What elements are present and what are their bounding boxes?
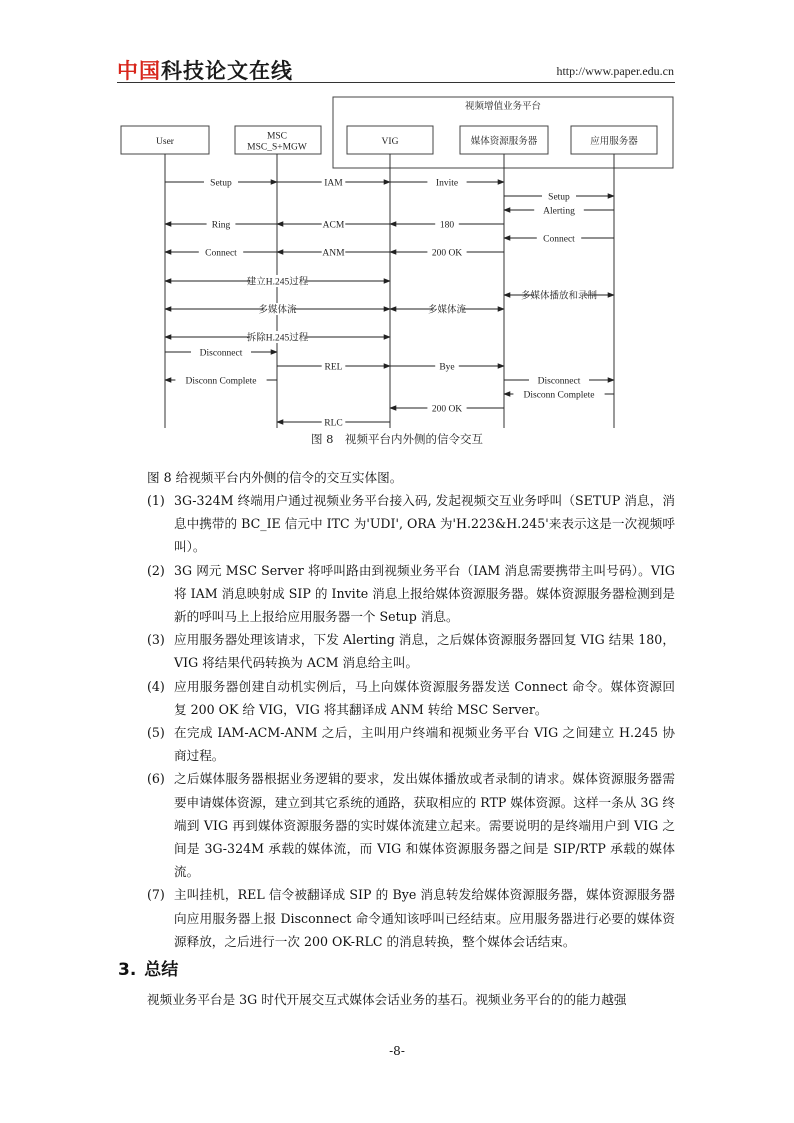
message-label: Ring <box>211 220 231 231</box>
message-label: Disconn Complete <box>523 390 595 401</box>
message-label: RLC <box>324 418 343 429</box>
step-item <box>147 675 675 721</box>
entity-label: User <box>156 137 174 147</box>
step-text: 3G-324M 终端用户通过视频业务平台接入码, 发起视频交互业务呼叫（SETUP 消息，消息中携带的 BC_IE 信元中 ITC 为'UDI', ORA 为'H.223&H.245'来表示这是一次视频呼叫）。 <box>174 493 675 555</box>
step-item <box>147 721 675 767</box>
figure-caption: 图 8 视频平台内外侧的信令交互 <box>311 432 483 446</box>
message-label: 拆除H.245过程 <box>246 333 309 344</box>
conclusion-paragraph: 视频业务平台是 3G 时代开展交互式媒体会话业务的基石。视频业务平台的的能力越强 <box>147 992 627 1007</box>
message-label: Connect <box>543 234 575 245</box>
entity-label: MSC_S+MGW <box>247 142 307 153</box>
step-number: (3) <box>147 632 165 648</box>
step-number: (2) <box>147 562 165 578</box>
entity-label: 应用服务器 <box>590 137 638 147</box>
message-label: REL <box>324 362 343 373</box>
step-text: 之后媒体服务器根据业务逻辑的要求，发出媒体播放或者录制的请求。媒体资源服务器需要申请媒体资源，建立到其它系统的通路，获取相应的 RTP 媒体资源。这样一条从 3G 终端到 VIG 再到媒体资源服务器的实时媒体流建立起来。需要说明的是终端用户到 VIG 之间是 3G-324M 承载的媒体流，而 VIG 和媒体资源服务器之间是 SIP/RTP 承载的媒体流。 <box>174 771 676 880</box>
step-text: 应用服务器创建自动机实例后，马上向媒体资源服务器发送 Connect 命令。媒体资源回复 200 OK 给 VIG，VIG 将其翻译成 ANM 转给 MSC Server。 <box>174 678 675 717</box>
message-label: IAM <box>324 178 343 189</box>
message-label: 建立H.245过程 <box>246 277 309 288</box>
logo-black-text: 科技论文在线 <box>161 59 293 83</box>
section-heading <box>118 955 178 980</box>
step-number: (5) <box>147 725 165 741</box>
message-label: Alerting <box>543 206 575 217</box>
message-label: 多媒体播放和录制 <box>520 291 598 302</box>
section-title: 总结 <box>144 960 179 980</box>
step-number: (4) <box>147 678 165 694</box>
step-item <box>147 559 675 629</box>
step-text: 主叫挂机，REL 信令被翻译成 SIP 的 Bye 消息转发给媒体资源服务器，媒体资源服务器向应用服务器上报 Disconnect 命令通知该呼叫已经结束。应用服务器进行必要的媒体资源释放，之后进行一次 200 OK-RLC 的消息转换，整个媒体会话结束。 <box>174 887 675 949</box>
message-label: ACM <box>322 220 345 231</box>
message-label: Setup <box>210 178 232 189</box>
step-number: (6) <box>147 771 165 787</box>
message-label: 多媒体流 <box>258 305 297 316</box>
entity-label: 媒体资源服务器 <box>470 137 538 147</box>
message-label: Disconnect <box>537 376 581 387</box>
page-number: -8- <box>389 1044 405 1058</box>
signaling-sequence-diagram <box>0 0 794 440</box>
message-label: Invite <box>435 178 459 189</box>
step-number: (7) <box>147 887 165 903</box>
message-label: Bye <box>439 362 455 373</box>
message-label: Connect <box>205 248 237 259</box>
message-label: 200 OK <box>431 404 463 415</box>
step-number: (1) <box>147 493 165 508</box>
step-item <box>147 489 675 559</box>
message-label: Disconn Complete <box>185 376 257 387</box>
step-item <box>147 767 675 883</box>
step-item <box>147 628 675 674</box>
step-text: 3G 网元 MSC Server 将呼叫路由到视频业务平台（IAM 消息需要携带主叫号码）。VIG 将 IAM 消息映射成 SIP 的 Invite 消息上报给媒体资源服务器。媒体资源服务器检测到是新的呼叫马上上报给应用服务器一个 Setup 消息。 <box>174 562 675 625</box>
step-item <box>147 883 675 953</box>
message-label: 多媒体流 <box>427 305 467 316</box>
message-label: ANM <box>322 248 345 259</box>
intro-paragraph: 图 8 给视频平台内外侧的信令的交互实体图。 <box>147 470 403 485</box>
step-text: 在完成 IAM-ACM-ANM 之后，主叫用户终端和视频业务平台 VIG 之间建立 H.245 协商过程。 <box>174 725 675 764</box>
message-label: 200 OK <box>431 248 463 259</box>
platform-label: 视频增值业务平台 <box>464 102 542 112</box>
message-label: Disconnect <box>199 348 243 359</box>
steps-list <box>147 489 675 953</box>
header-url[interactable]: http://www.paper.edu.cn <box>556 64 674 78</box>
message-label: 180 <box>439 220 455 231</box>
section-number: 3. <box>118 960 137 980</box>
logo-red-text: 中国 <box>117 59 161 83</box>
message-label: Setup <box>548 192 570 203</box>
entity-label: MSC <box>266 131 288 142</box>
entity-label: VIG <box>381 137 399 147</box>
step-text: 应用服务器处理该请求，下发 Alerting 消息，之后媒体资源服务器回复 VIG 结果 180，VIG 将结果代码转换为 ACM 消息给主叫。 <box>174 632 675 671</box>
